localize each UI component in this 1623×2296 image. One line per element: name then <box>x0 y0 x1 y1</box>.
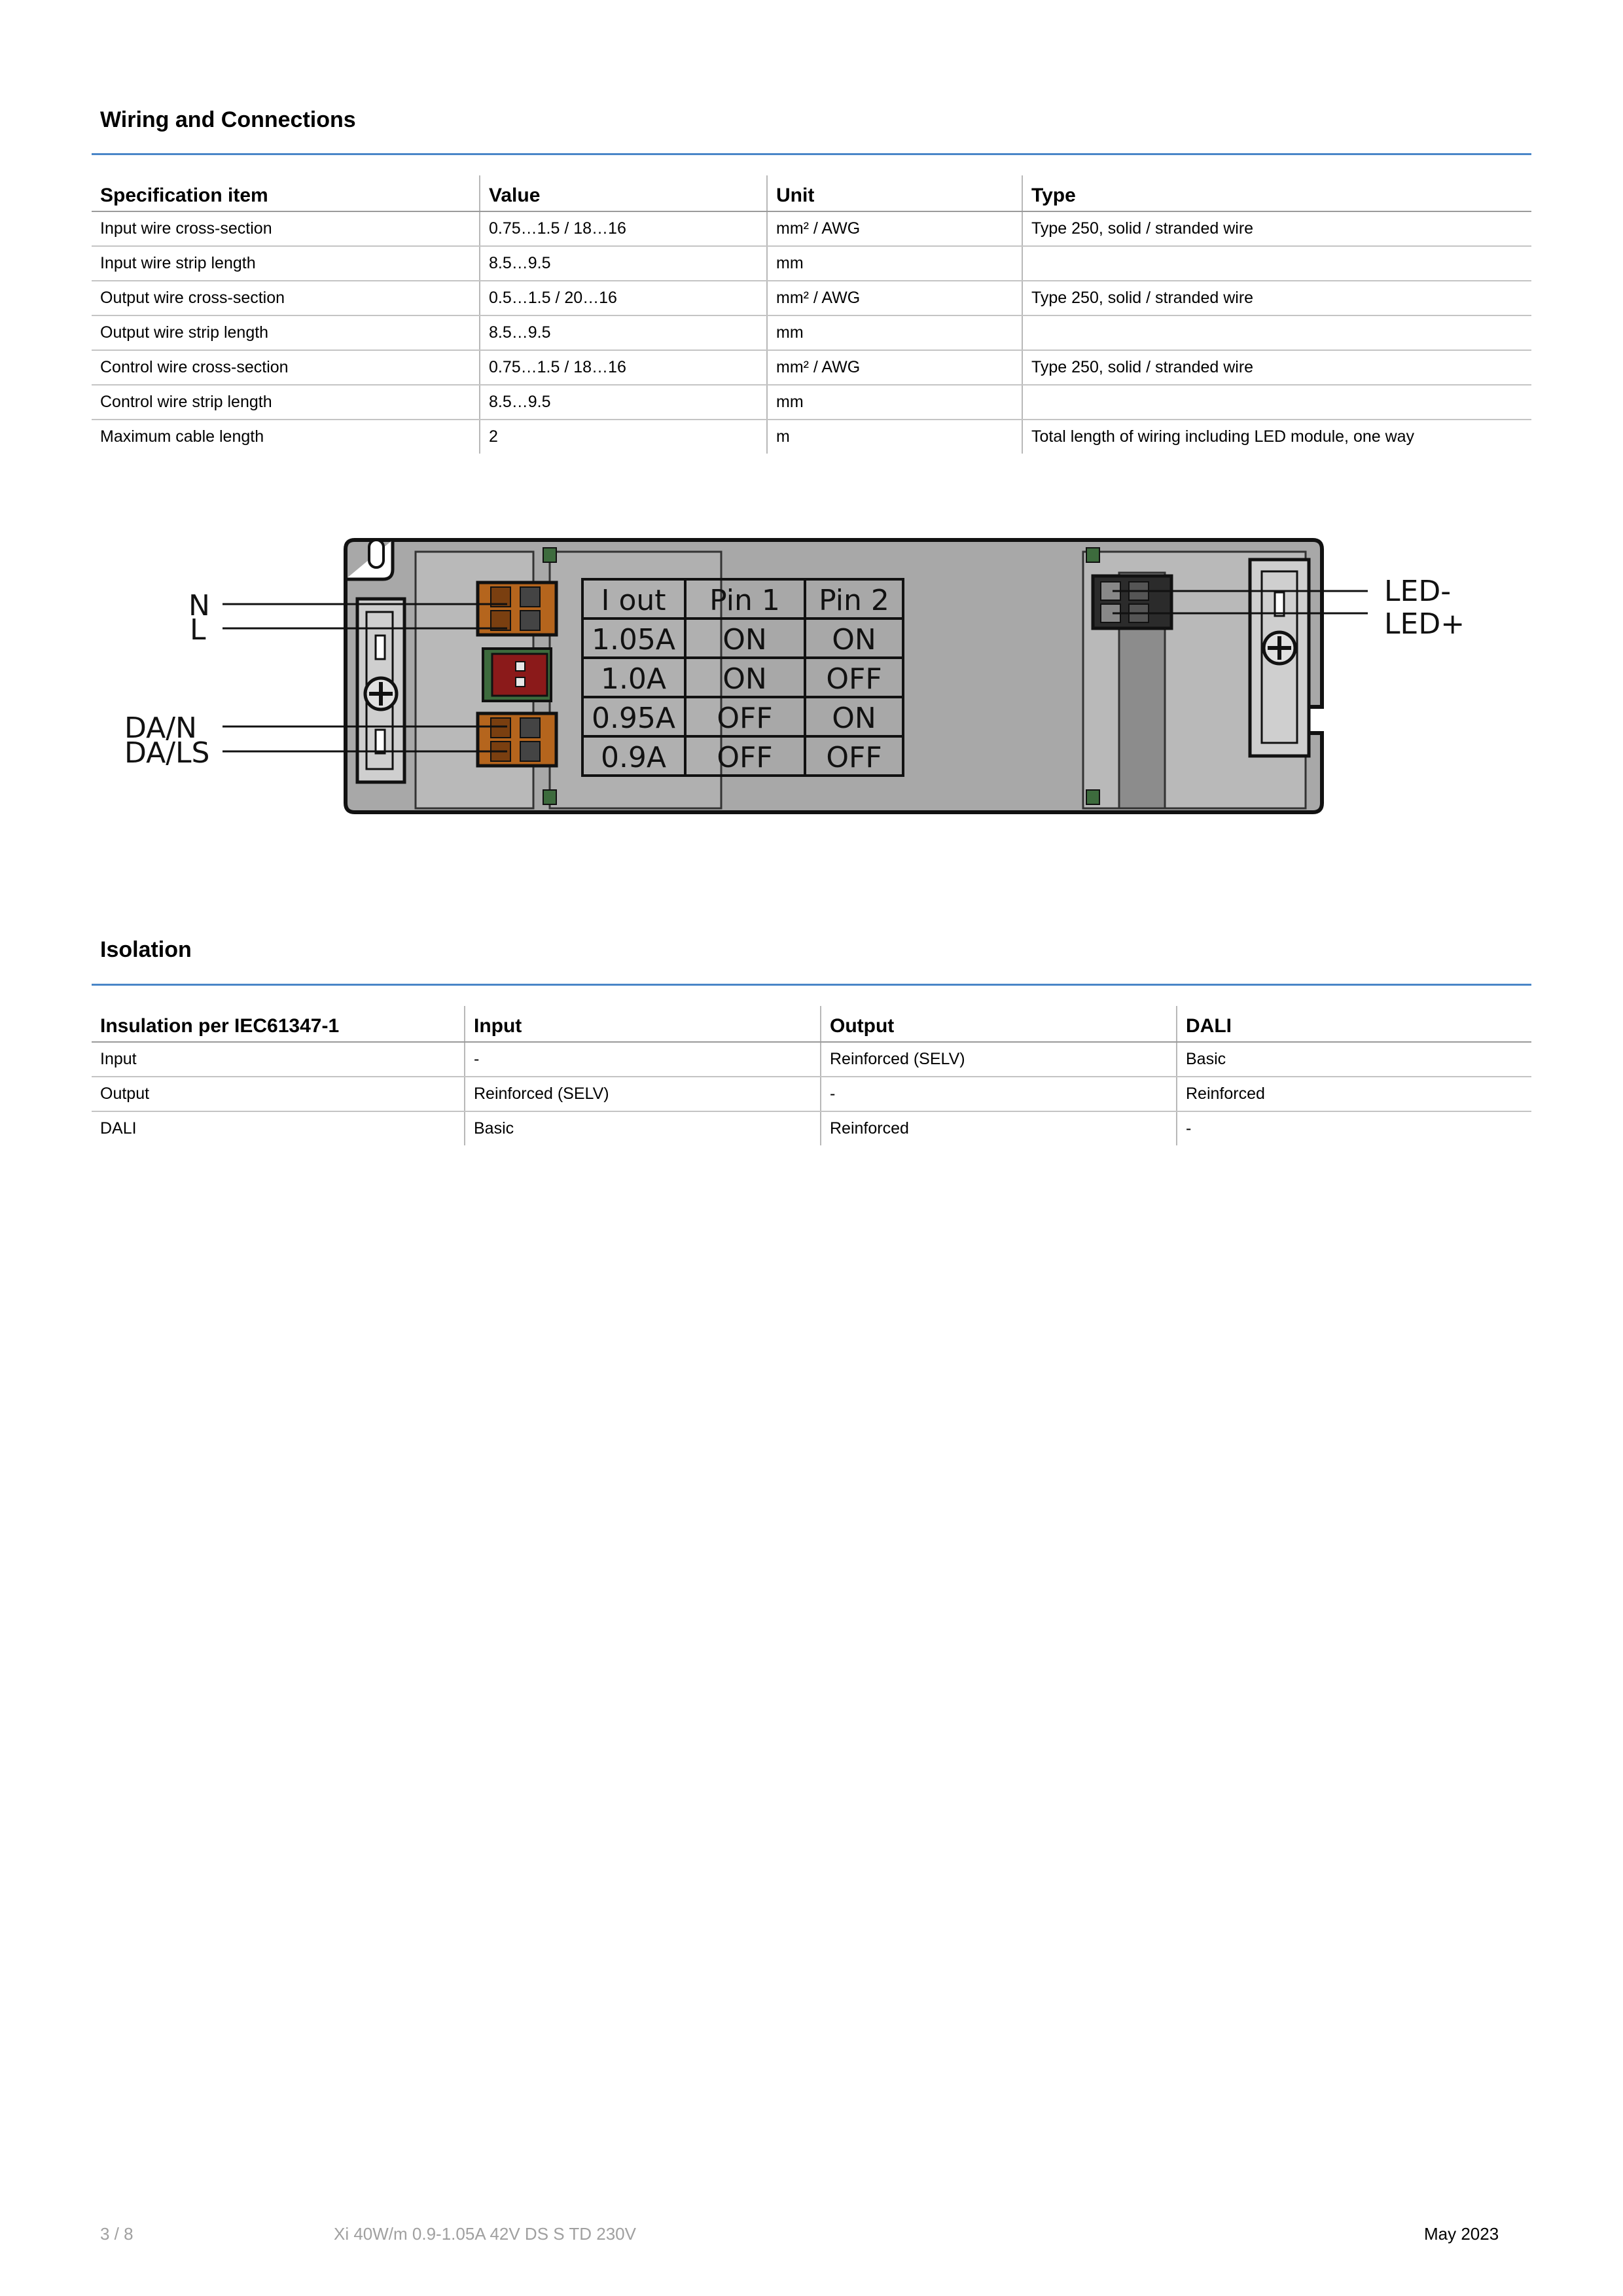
table-cell: 0.75…1.5 / 18…16 <box>480 350 767 385</box>
dip-cell: OFF <box>826 662 882 696</box>
table-cell: Basic <box>1177 1042 1531 1077</box>
wire-label-da-n: DA/N <box>124 711 197 745</box>
dip-cell: ON <box>832 702 876 735</box>
table-cell: Control wire cross-section <box>92 350 480 385</box>
dip-cell: 1.05A <box>591 623 676 656</box>
table-row <box>92 211 1531 246</box>
dali-terminal <box>478 713 556 766</box>
wire-label-da-ls: DA/LS <box>124 736 210 770</box>
table-row <box>92 1111 1531 1145</box>
table-cell: 8.5…9.5 <box>480 246 767 281</box>
dip-switch <box>483 649 551 701</box>
wire-label-led-minus: LED- <box>1384 575 1452 608</box>
table-row <box>92 385 1531 420</box>
section-divider <box>92 984 1531 986</box>
table-cell: mm² / AWG <box>767 350 1022 385</box>
table-cell: Reinforced <box>1177 1077 1531 1111</box>
table-header-row <box>92 175 1531 211</box>
table-cell: Reinforced <box>821 1111 1177 1145</box>
section-title-isolation: Isolation <box>100 937 192 962</box>
section-divider <box>92 153 1531 155</box>
table-cell: 8.5…9.5 <box>480 385 767 420</box>
table-cell: mm <box>767 385 1022 420</box>
table-header-row <box>92 1006 1531 1042</box>
table-cell: Basic <box>465 1111 821 1145</box>
section-title-wiring: Wiring and Connections <box>100 107 356 132</box>
led-terminal <box>1093 576 1171 628</box>
table-cell <box>1022 385 1531 420</box>
clip <box>1086 548 1099 562</box>
dip-header: Pin 2 <box>819 584 889 617</box>
table-row <box>92 246 1531 281</box>
clip <box>543 790 556 804</box>
table-cell: Maximum cable length <box>100 427 264 446</box>
dip-header: Pin 1 <box>709 584 780 617</box>
column-header: Insulation per IEC61347-1 <box>92 1006 465 1042</box>
table-cell: m <box>767 420 1022 454</box>
wire-label-led-plus: LED+ <box>1384 607 1465 641</box>
column-header: Input <box>465 1006 821 1042</box>
table-cell: Control wire strip length <box>92 385 480 420</box>
table-row <box>92 1077 1531 1111</box>
clip <box>1086 790 1099 804</box>
table-cell: Input wire strip length <box>92 246 480 281</box>
table-cell: Output <box>92 1077 465 1111</box>
table-cell: Type 250, solid / stranded wire <box>1022 211 1531 246</box>
column-header: DALI <box>1177 1006 1531 1042</box>
table-cell: Type 250, solid / stranded wire <box>1022 281 1531 315</box>
table-cell: - <box>821 1077 1177 1111</box>
table-row <box>92 350 1531 385</box>
dip-header: I out <box>601 584 666 617</box>
table-cell: Reinforced (SELV) <box>821 1042 1177 1077</box>
dip-cell: OFF <box>717 702 773 735</box>
table-cell: mm² / AWG <box>767 281 1022 315</box>
table-cell: mm <box>767 315 1022 350</box>
dip-cell: ON <box>722 662 767 696</box>
table-cell: Output wire strip length <box>92 315 480 350</box>
dip-cell: 0.95A <box>591 702 676 735</box>
table-cell <box>1022 315 1531 350</box>
table-cell: 8.5…9.5 <box>480 315 767 350</box>
dip-cell: 0.9A <box>600 741 667 774</box>
column-header: Output <box>821 1006 1177 1042</box>
table-cell: Reinforced (SELV) <box>465 1077 821 1111</box>
column-header: Value <box>480 175 767 211</box>
table-cell: Type 250, solid / stranded wire <box>1022 350 1531 385</box>
wire-label-n: N <box>188 589 210 622</box>
table-cell: Input wire cross-section <box>92 211 480 246</box>
table-cell <box>1022 246 1531 281</box>
isolation-table <box>92 1006 1531 1145</box>
document-date: May 2023 <box>1424 2224 1499 2244</box>
page-number: 3 / 8 <box>100 2224 134 2244</box>
dip-cell: OFF <box>717 741 773 774</box>
table-cell: 2 <box>480 420 767 454</box>
table-row <box>92 420 1531 454</box>
wiring-diagram <box>124 533 1499 821</box>
dip-cell: ON <box>722 623 767 656</box>
dip-cell: OFF <box>826 741 882 774</box>
table-cell: - <box>1177 1111 1531 1145</box>
table-cell: 0.75…1.5 / 18…16 <box>480 211 767 246</box>
column-header: Unit <box>767 175 1022 211</box>
table-row <box>92 315 1531 350</box>
column-header: Specification item <box>92 175 480 211</box>
wire-label-l: L <box>190 613 206 647</box>
wiring-table <box>92 175 1531 454</box>
table-row <box>92 1042 1531 1077</box>
dip-cell: 1.0A <box>600 662 667 696</box>
table-cell: DALI <box>100 1119 137 1138</box>
column-header: Type <box>1022 175 1531 211</box>
clip <box>543 548 556 562</box>
mains-terminal <box>478 583 556 635</box>
table-cell: 0.5…1.5 / 20…16 <box>480 281 767 315</box>
product-name: Xi 40W/m 0.9-1.05A 42V DS S TD 230V <box>334 2224 636 2244</box>
table-cell: Output wire cross-section <box>92 281 480 315</box>
table-cell: Total length of wiring including LED module, one way <box>1022 420 1531 454</box>
table-cell: mm² / AWG <box>767 211 1022 246</box>
table-row <box>92 281 1531 315</box>
table-cell: mm <box>767 246 1022 281</box>
table-cell: Input <box>92 1042 465 1077</box>
table-cell: - <box>465 1042 821 1077</box>
dip-cell: ON <box>832 623 876 656</box>
